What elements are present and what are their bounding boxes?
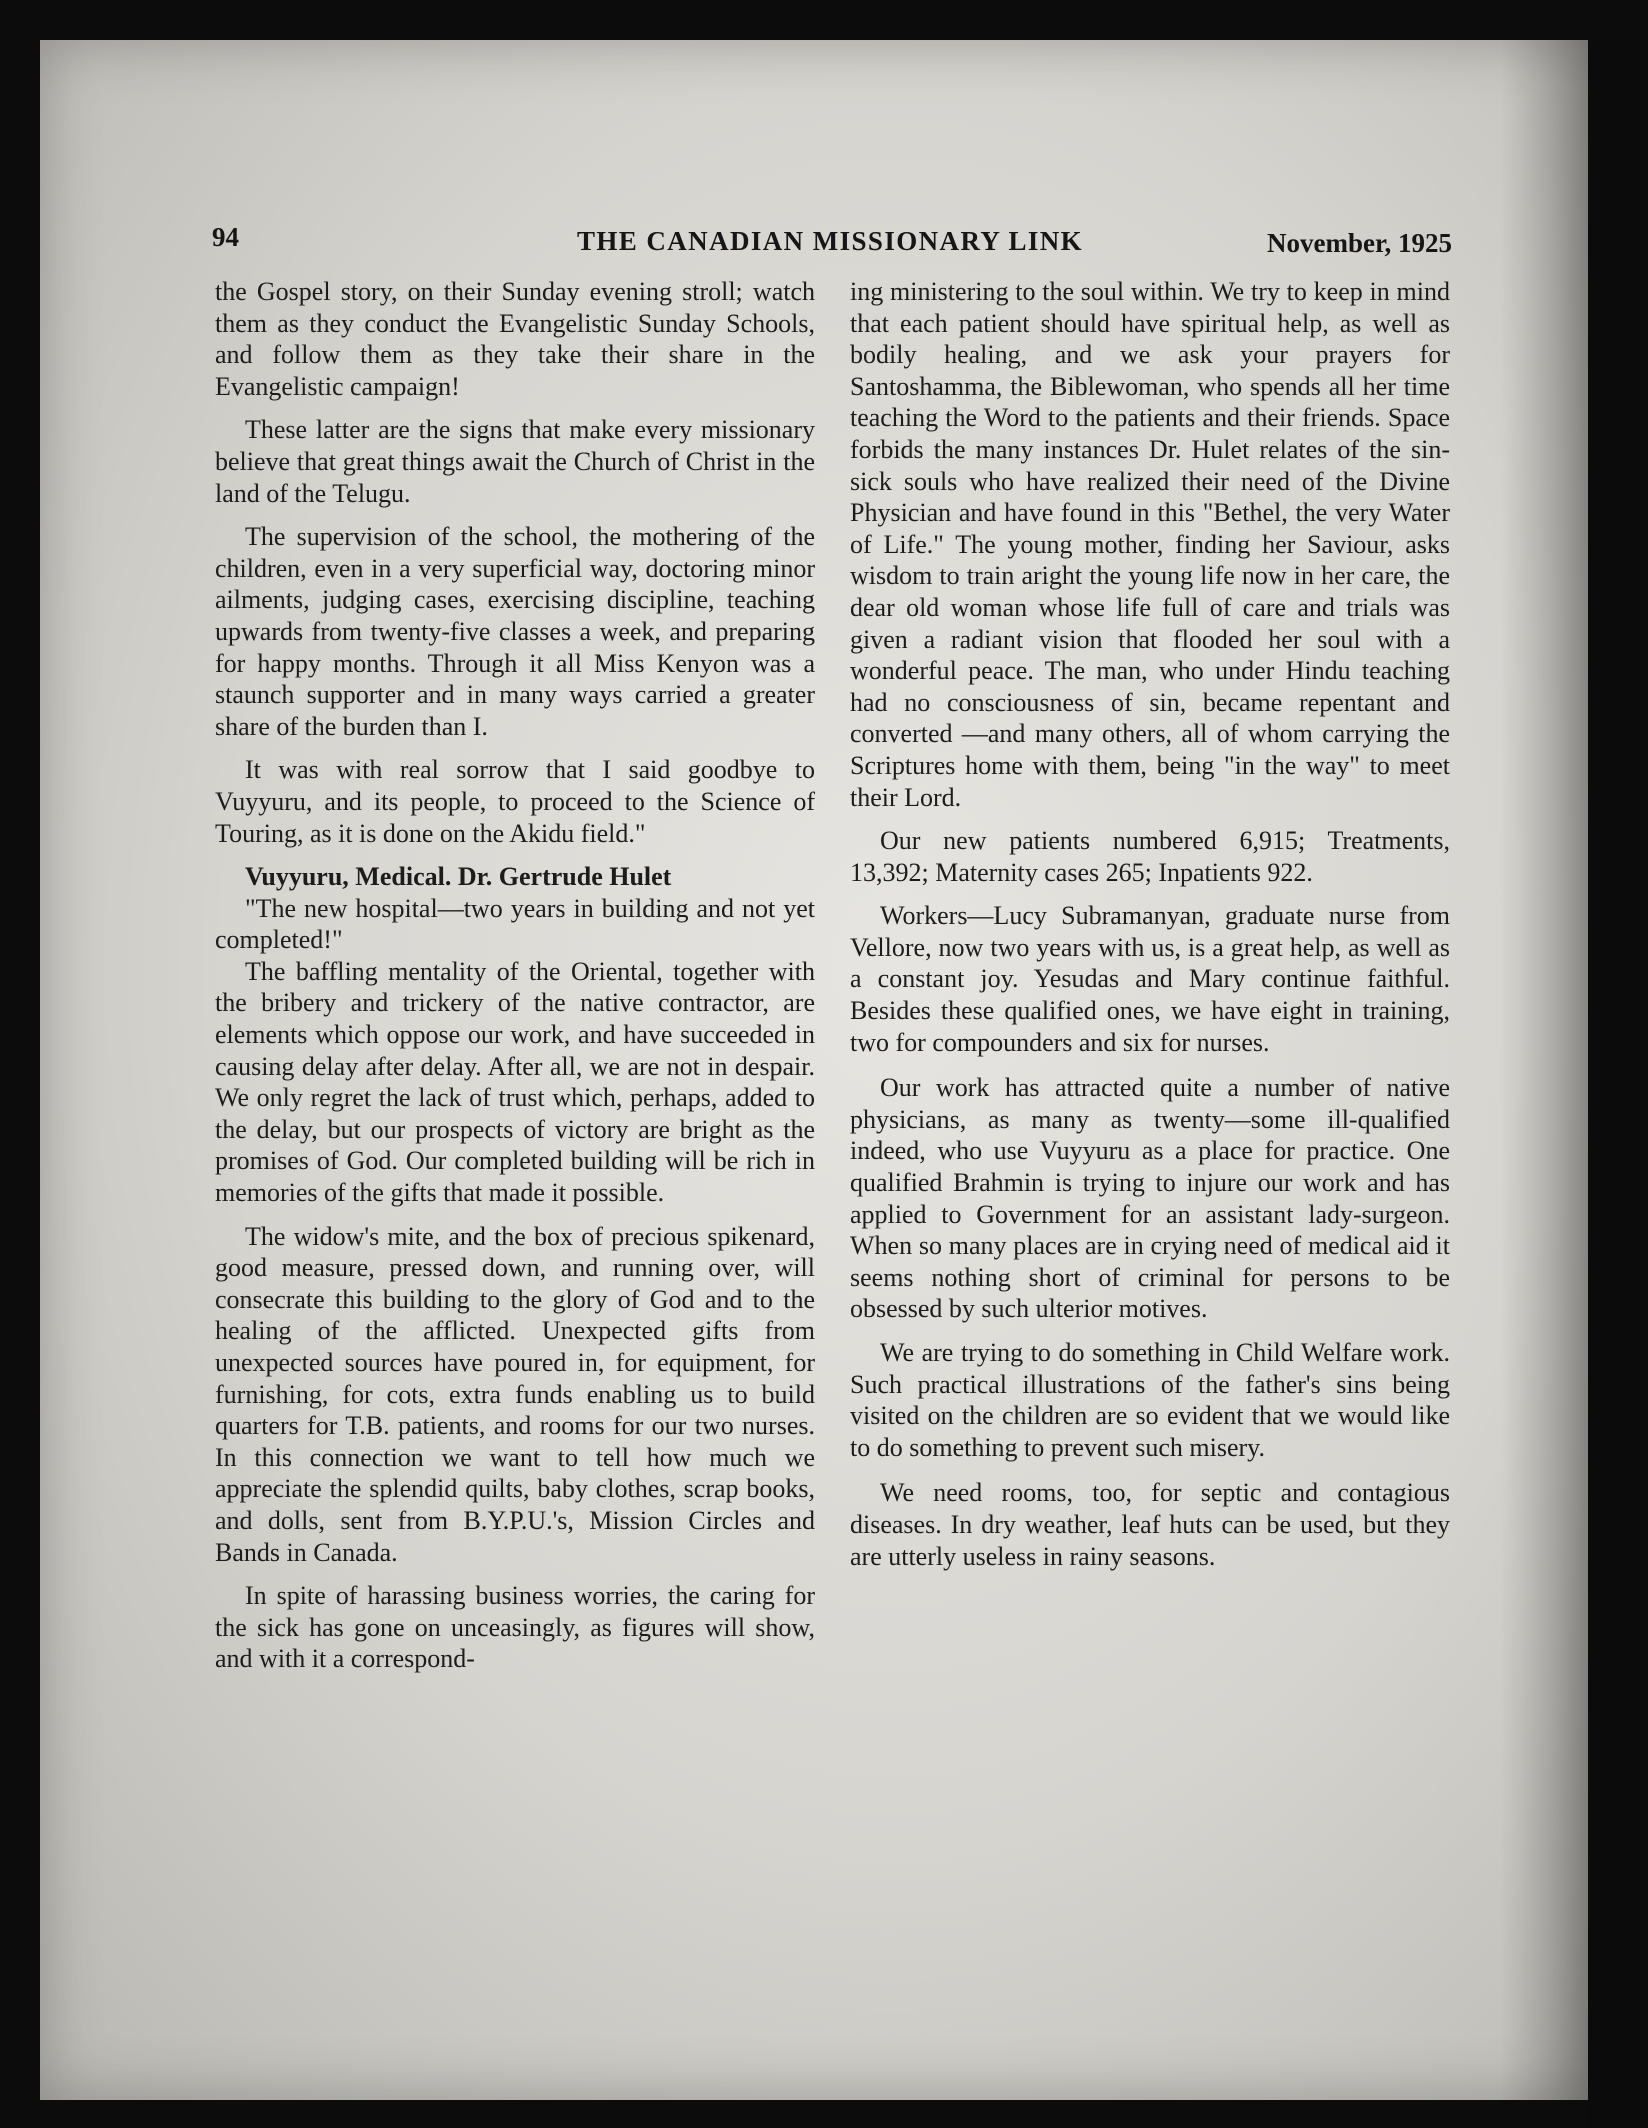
paragraph: ing ministering to the soul within. We try to keep in mind that each patient should have spiritual help, as well as bodily healing, and we ask your prayers for Santoshamma, the Biblewoman, who spends all her time teaching the Word to the patients and their friends. Space forbids the many instances Dr. Hulet relates of the sin-sick souls who have realized their need of the Divine Physician and have found in this "Bethel, the very Water of Life." The young mother, finding her Saviour, asks wisdom to train aright the young life now in her care, the dear old woman whose life full of care and trials was given a radiant vision that flooded her soul with a wonderful peace. The man, who under Hindu teaching had no consciousness of sin, became repentant and converted —and many others, all of whom carrying the Scriptures home with them, being "in the way" to meet their Lord.: [850, 277, 1450, 812]
right-column: [850, 276, 1450, 1584]
paragraph: Our work has attracted quite a number of native physicians, as many as twenty—some ill-qualified indeed, who use Vuyyuru as a place for practice. One qualified Brahmin is trying to injure our work and has applied to Government for an assistant lady-surgeon. When so many places are in crying need of medical aid it seems nothing short of criminal for persons to be obsessed by such ulterior motives.: [850, 1073, 1450, 1324]
left-column: [215, 276, 815, 1687]
running-header: [212, 222, 1452, 262]
paragraph: We are trying to do something in Child Welfare work. Such practical illustrations of the father's sins being visited on the children are so evident that we would like to do something to prevent such misery.: [850, 1338, 1450, 1462]
issue-date: November, 1925: [1267, 228, 1452, 258]
paragraph: The supervision of the school, the mothering of the children, even in a very superficial way, doctoring minor ailments, judging cases, exercising discipline, teaching upwards from twenty-five classes a week, and preparing for happy months. Through it all Miss Kenyon was a staunch supporter and in many ways carried a greater share of the burden than I.: [215, 522, 815, 741]
publication-title: THE CANADIAN MISSIONARY LINK: [577, 226, 1084, 256]
section-heading: Vuyyuru, Medical. Dr. Gertrude Hulet: [245, 862, 672, 892]
paragraph: We need rooms, too, for septic and contagious diseases. In dry weather, leaf huts can be used, but they are utterly useless in rainy seasons.: [850, 1478, 1450, 1571]
paragraph: Our new patients numbered 6,915; Treatments, 13,392; Maternity cases 265; Inpatients 922.: [850, 826, 1450, 887]
spine-shadow: [1500, 40, 1590, 2100]
paragraph: These latter are the signs that make every missionary believe that great things await the Church of Christ in the land of the Telugu.: [215, 415, 815, 508]
paragraph: The widow's mite, and the box of precious spikenard, good measure, pressed down, and running over, will consecrate this building to the glory of God and to the healing of the afflicted. Unexpected gifts from unexpected sources have poured in, for equipment, for furnishing, for cots, extra funds enabling us to build quarters for T.B. patients, and rooms for our two nurses. In this connection we want to tell how much we appreciate the splendid quilts, baby clothes, scrap books, and dolls, sent from B.Y.P.U.'s, Mission Circles and Bands in Canada.: [215, 1221, 815, 1567]
paragraph: "The new hospital—two years in building and not yet completed!": [215, 893, 815, 955]
page-number: 94: [212, 222, 239, 252]
paragraph: The baffling mentality of the Oriental, together with the bribery and trickery of the native contractor, are elements which oppose our work, and have succeeded in causing delay after delay. After all, we are not in despair. We only regret the lack of trust which, perhaps, added to the delay, but our prospects of victory are bright as the promises of God. Our completed building will be rich in memories of the gifts that made it possible.: [215, 956, 815, 1208]
paragraph: the Gospel story, on their Sunday evening stroll; watch them as they conduct the Evangelistic Sunday Schools, and follow them as they take their share in the Evangelistic campaign!: [215, 277, 815, 401]
paragraph: Workers—Lucy Subramanyan, graduate nurse from Vellore, now two years with us, is a great help, as well as a constant joy. Yesudas and Mary continue faithful. Besides these qualified ones, we have eight in training, two for compounders and six for nurses.: [850, 901, 1450, 1057]
paragraph: It was with real sorrow that I said goodbye to Vuyyuru, and its people, to proceed to the Science of Touring, as it is done on the Akidu field.": [215, 755, 815, 848]
paragraph: In spite of harassing business worries, the caring for the sick has gone on unceasingly, as figures will show, and with it a correspond-: [215, 1581, 815, 1674]
scan-border: [1588, 40, 1648, 2128]
